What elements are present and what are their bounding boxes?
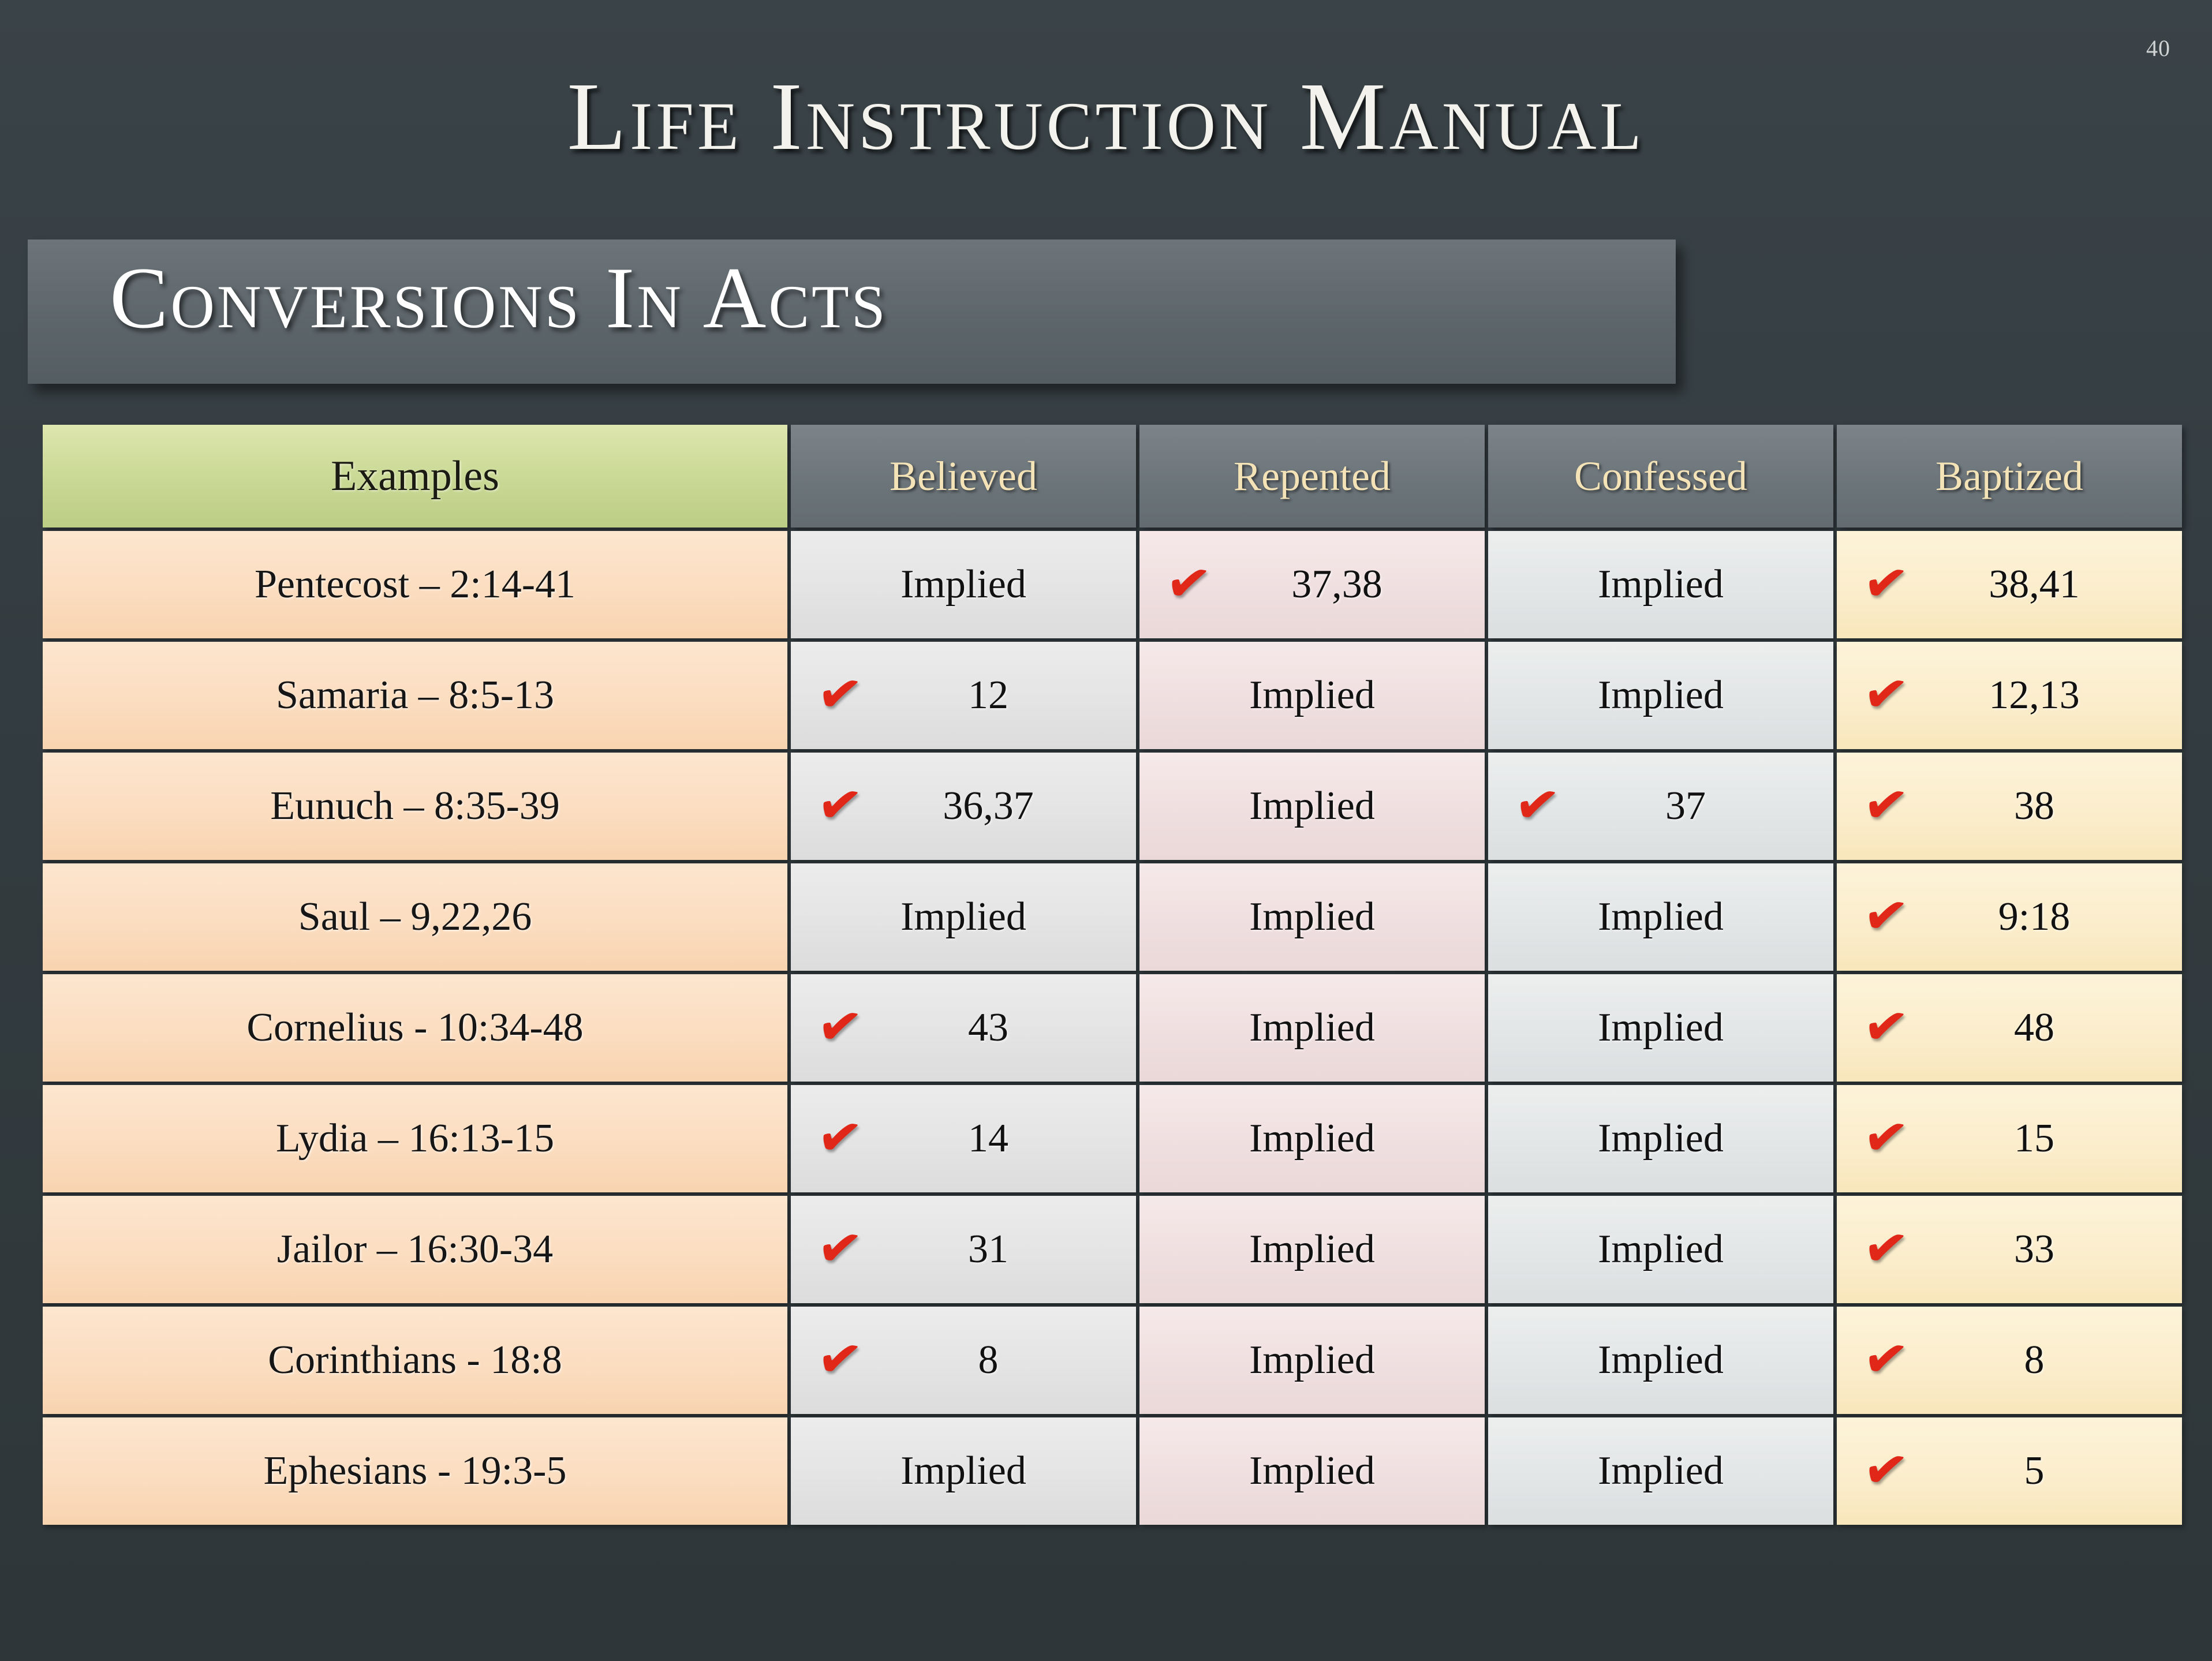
table-body [43, 531, 2182, 1525]
cell-value: 36,37 [943, 784, 1034, 828]
cell-confessed [1488, 974, 1833, 1082]
cell-value: 31 [968, 1227, 1008, 1271]
cell-value: Implied [1598, 1449, 1724, 1493]
table-row [43, 863, 2182, 971]
check-mark-icon: ✔ [813, 771, 866, 839]
subtitle: Conversions In Acts [110, 249, 888, 346]
cell-value: Implied [1598, 1116, 1724, 1161]
cell-baptized [1837, 642, 2182, 749]
cell-content [791, 863, 1136, 971]
cell-value: Implied [1598, 1227, 1724, 1271]
cell-content [1139, 642, 1485, 749]
cell-content [1488, 1196, 1833, 1303]
cell-value: Implied [1598, 562, 1724, 607]
table-row [43, 753, 2182, 860]
table-row [43, 1085, 2182, 1192]
cell-content [1837, 1196, 2182, 1303]
cell-content [1488, 1417, 1833, 1525]
cell-content [1139, 863, 1485, 971]
cell-baptized [1837, 974, 2182, 1082]
cell-content [1488, 531, 1833, 638]
check-mark-icon: ✔ [1510, 771, 1564, 839]
cell-value: 38,41 [1989, 562, 2080, 607]
check-mark-icon: ✔ [1161, 549, 1215, 618]
cell-value: Implied [1249, 1116, 1375, 1161]
cell-repented [1139, 642, 1485, 749]
check-mark-icon: ✔ [813, 660, 866, 728]
check-mark-icon: ✔ [813, 1325, 866, 1393]
cell-value: 5 [2024, 1449, 2045, 1493]
cell-value: 8 [2024, 1338, 2045, 1382]
cell-value: Implied [1249, 1338, 1375, 1382]
cell-value: Implied [1598, 673, 1724, 717]
cell-value: Implied [901, 1449, 1026, 1493]
table-row [43, 1417, 2182, 1525]
cell-content [1139, 974, 1485, 1082]
cell-example: Ephesians - 19:3-5 [43, 1417, 787, 1525]
cell-confessed [1488, 531, 1833, 638]
check-mark-icon: ✔ [1859, 1103, 1912, 1172]
cell-content [1139, 1417, 1485, 1525]
cell-example: Eunuch – 8:35-39 [43, 753, 787, 860]
cell-example: Jailor – 16:30-34 [43, 1196, 787, 1303]
cell-value: 43 [968, 1005, 1008, 1050]
cell-value: 15 [2014, 1116, 2054, 1161]
cell-confessed [1488, 1196, 1833, 1303]
cell-value: 37,38 [1291, 562, 1383, 607]
check-mark-icon: ✔ [1859, 549, 1912, 618]
check-mark-icon: ✔ [1859, 1214, 1912, 1282]
cell-content [1139, 531, 1485, 638]
cell-value: 12 [968, 673, 1008, 717]
column-header-baptized: Baptized [1837, 425, 2182, 528]
cell-example: Pentecost – 2:14-41 [43, 531, 787, 638]
cell-content [791, 1417, 1136, 1525]
cell-confessed [1488, 863, 1833, 971]
cell-believed [791, 753, 1136, 860]
cell-content [1139, 753, 1485, 860]
cell-baptized [1837, 531, 2182, 638]
check-mark-icon: ✔ [813, 1103, 866, 1172]
cell-content [791, 1085, 1136, 1192]
cell-value: 48 [2014, 1005, 2054, 1050]
cell-value: Implied [1249, 673, 1375, 717]
cell-baptized [1837, 1307, 2182, 1414]
cell-repented [1139, 1307, 1485, 1414]
column-header-repented: Repented [1139, 425, 1485, 528]
cell-example: Lydia – 16:13-15 [43, 1085, 787, 1192]
cell-content [1837, 1307, 2182, 1414]
table-row [43, 642, 2182, 749]
cell-value: 38 [2014, 784, 2054, 828]
cell-value: Implied [901, 562, 1026, 607]
cell-confessed [1488, 1307, 1833, 1414]
cell-repented [1139, 974, 1485, 1082]
check-mark-icon: ✔ [1859, 1325, 1912, 1393]
cell-content [791, 753, 1136, 860]
cell-content [791, 1307, 1136, 1414]
cell-repented [1139, 1417, 1485, 1525]
cell-content [1488, 753, 1833, 860]
cell-baptized [1837, 1196, 2182, 1303]
cell-confessed [1488, 1085, 1833, 1192]
cell-content [1837, 1417, 2182, 1525]
check-mark-icon: ✔ [1859, 1436, 1912, 1504]
cell-value: Implied [1598, 895, 1724, 939]
cell-content [791, 642, 1136, 749]
cell-content [1139, 1307, 1485, 1414]
cell-value: Implied [901, 895, 1026, 939]
check-mark-icon: ✔ [813, 1214, 866, 1282]
cell-believed [791, 974, 1136, 1082]
cell-content [1837, 974, 2182, 1082]
cell-content [791, 531, 1136, 638]
cell-example: Cornelius - 10:34-48 [43, 974, 787, 1082]
table-row [43, 1307, 2182, 1414]
cell-repented [1139, 753, 1485, 860]
check-mark-icon: ✔ [1859, 882, 1912, 950]
cell-content [1837, 753, 2182, 860]
cell-content [1488, 863, 1833, 971]
slide-number: 40 [2146, 35, 2170, 61]
table-row [43, 531, 2182, 638]
cell-believed [791, 1307, 1136, 1414]
cell-value: Implied [1249, 1005, 1375, 1050]
cell-repented [1139, 531, 1485, 638]
cell-believed [791, 863, 1136, 971]
cell-confessed [1488, 642, 1833, 749]
page-title: Life Instruction Manual [567, 63, 1645, 170]
cell-value: Implied [1249, 1227, 1375, 1271]
cell-repented [1139, 1085, 1485, 1192]
cell-content [1488, 1307, 1833, 1414]
check-mark-icon: ✔ [813, 993, 866, 1061]
column-header-examples: Examples [43, 425, 787, 528]
cell-believed [791, 1196, 1136, 1303]
cell-content [1837, 1085, 2182, 1192]
cell-baptized [1837, 753, 2182, 860]
cell-value: Implied [1249, 784, 1375, 828]
cell-example: Samaria – 8:5-13 [43, 642, 787, 749]
check-mark-icon: ✔ [1859, 660, 1912, 728]
cell-value: Implied [1249, 1449, 1375, 1493]
cell-value: 8 [978, 1338, 999, 1382]
cell-value: 37 [1665, 784, 1706, 828]
cell-content [1488, 1085, 1833, 1192]
cell-believed [791, 1417, 1136, 1525]
cell-believed [791, 642, 1136, 749]
conversions-table-wrapper [39, 421, 2168, 1528]
cell-baptized [1837, 1085, 2182, 1192]
cell-value: Implied [1249, 895, 1375, 939]
table-header-row [43, 425, 2182, 528]
column-header-believed: Believed [791, 425, 1136, 528]
table-row [43, 974, 2182, 1082]
cell-example: Corinthians - 18:8 [43, 1307, 787, 1414]
cell-value: Implied [1598, 1338, 1724, 1382]
cell-content [791, 1196, 1136, 1303]
check-mark-icon: ✔ [1859, 993, 1912, 1061]
cell-baptized [1837, 863, 2182, 971]
cell-confessed [1488, 753, 1833, 860]
cell-content [1837, 531, 2182, 638]
cell-content [1488, 642, 1833, 749]
cell-repented [1139, 1196, 1485, 1303]
check-mark-icon: ✔ [1859, 771, 1912, 839]
column-header-confessed: Confessed [1488, 425, 1833, 528]
table-row [43, 1196, 2182, 1303]
cell-baptized [1837, 1417, 2182, 1525]
cell-example: Saul – 9,22,26 [43, 863, 787, 971]
cell-content [1488, 974, 1833, 1082]
cell-value: 9:18 [1998, 895, 2071, 939]
cell-value: 33 [2014, 1227, 2054, 1271]
cell-value: 14 [968, 1116, 1008, 1161]
cell-value: Implied [1598, 1005, 1724, 1050]
cell-content [1837, 642, 2182, 749]
cell-repented [1139, 863, 1485, 971]
conversions-table [39, 421, 2185, 1528]
cell-confessed [1488, 1417, 1833, 1525]
cell-content [1837, 863, 2182, 971]
cell-believed [791, 1085, 1136, 1192]
cell-content [791, 974, 1136, 1082]
cell-content [1139, 1085, 1485, 1192]
cell-content [1139, 1196, 1485, 1303]
cell-value: 12,13 [1989, 673, 2080, 717]
cell-believed [791, 531, 1136, 638]
